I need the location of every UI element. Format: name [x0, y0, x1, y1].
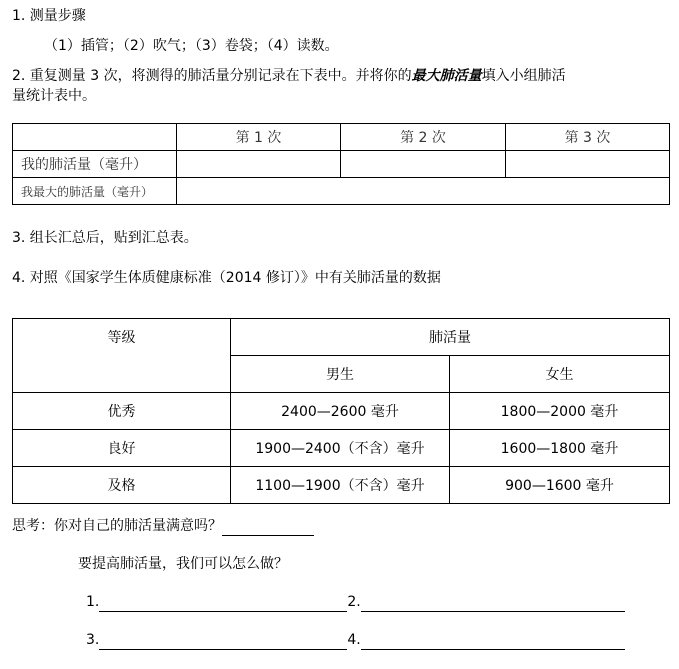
record-table-row — [13, 151, 670, 178]
grade-cell: 及格 — [13, 467, 231, 504]
answer-line-1 — [86, 592, 625, 612]
think-prompt: 要提高肺活量，我们可以怎么做？ — [78, 556, 288, 572]
step2-text-before: 2. 重复测量 3 次，将测得的肺活量分别记录在下表中。并将你的 — [12, 68, 412, 84]
female-header: 女生 — [450, 356, 670, 393]
record-header-3: 第 3 次 — [506, 124, 670, 151]
think-question: 思考：你对自己的肺活量满意吗？ — [12, 518, 222, 534]
answer-number-2: 2. — [347, 594, 361, 610]
record-table-header-row — [13, 124, 670, 151]
table-row — [13, 467, 670, 504]
female-value-cell: 1800—2000 毫升 — [450, 393, 670, 430]
capacity-header: 肺活量 — [231, 319, 670, 356]
answer-number-3: 3. — [86, 632, 100, 648]
step2-line1 — [12, 66, 566, 86]
max-capacity-label: 我最大的肺活量（毫升） — [13, 178, 177, 205]
male-value-cell: 1900—2400（不含）毫升 — [231, 430, 450, 467]
satisfaction-answer-line[interactable] — [222, 519, 314, 536]
female-value-cell: 1600—1800 毫升 — [450, 430, 670, 467]
answer-number-1: 1. — [86, 594, 100, 610]
male-header: 男生 — [231, 356, 450, 393]
record-table-corner — [13, 124, 177, 151]
trial-2-cell[interactable] — [341, 151, 506, 178]
table-row — [13, 393, 670, 430]
grade-cell: 优秀 — [13, 393, 231, 430]
step3-text: 3. 组长汇总后，贴到汇总表。 — [12, 230, 198, 246]
record-header-2: 第 2 次 — [341, 124, 506, 151]
trial-1-cell[interactable] — [177, 151, 341, 178]
answer-blank-3[interactable] — [99, 633, 347, 650]
table-row — [13, 430, 670, 467]
grade-header: 等级 — [13, 319, 231, 393]
step2-line2: 量统计表中。 — [12, 88, 96, 104]
step1-steps: （1）插管；（2）吹气；（3）卷袋；（4）读数。 — [44, 38, 339, 54]
answer-blank-2[interactable] — [361, 595, 625, 612]
trial-3-cell[interactable] — [506, 151, 670, 178]
step2-text-after: 填入小组肺活 — [481, 68, 566, 84]
answer-blank-4[interactable] — [361, 633, 625, 650]
answer-line-2 — [86, 630, 625, 650]
answer-blank-1[interactable] — [99, 595, 347, 612]
step4-text: 4. 对照《国家学生体质健康标准（2014 修订）》中有关肺活量的数据 — [12, 270, 441, 286]
record-table-row — [13, 178, 670, 205]
answer-number-4: 4. — [347, 632, 361, 648]
record-table — [12, 123, 670, 205]
step1-heading: 1. 测量步骤 — [12, 8, 86, 24]
standard-header-row — [13, 319, 670, 356]
grade-cell: 良好 — [13, 430, 231, 467]
step2-emphasis: 最大肺活量 — [411, 68, 482, 84]
male-value-cell: 1100—1900（不含）毫升 — [231, 467, 450, 504]
think-question-line — [12, 516, 314, 536]
female-value-cell: 900—1600 毫升 — [450, 467, 670, 504]
standard-table — [12, 318, 670, 504]
male-value-cell: 2400—2600 毫升 — [231, 393, 450, 430]
record-header-1: 第 1 次 — [177, 124, 341, 151]
max-capacity-cell[interactable] — [177, 178, 670, 205]
my-capacity-label: 我的肺活量（毫升） — [13, 151, 177, 178]
